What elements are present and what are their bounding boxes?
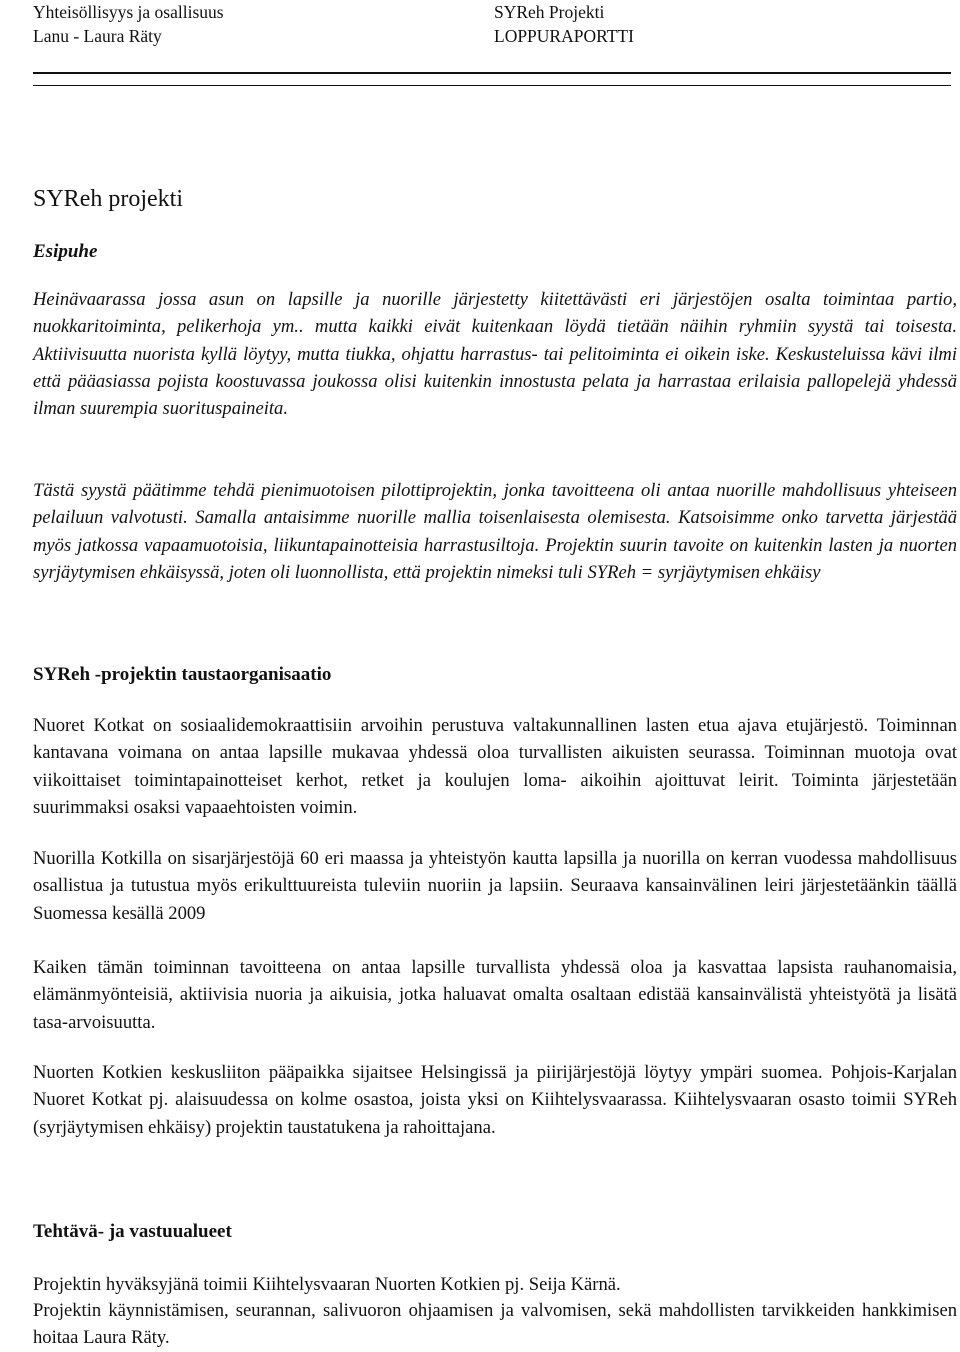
section-heading-taustaorganisaatio: SYReh -projektin taustaorganisaatio bbox=[33, 664, 332, 685]
esipuhe-paragraph-2: Tästä syystä päätimme tehdä pienimuotoisen pilottiprojektin, jonka tavoitteena oli antaa nuorille mahdollisuus yhteiseen pelailuun valvotusti. Samalla antaisimme nuorille mallia toisenlaisesta olemisesta. Katsoisimme onko tarvetta järjestää myös jatkossa vapaamuotoisia, liikuntapainotteisia harrastusiltoja. Projektin suurin tavoite on kuitenkin lasten ja nuorten syrjäytymisen ehkäisyssä, joten oli luonnollista, että projektin nimeksi tuli SYReh = syrjäytymisen ehkäisy bbox=[33, 480, 957, 583]
tausta-paragraph-3: Kaiken tämän toiminnan tavoitteena on antaa lapsille turvallista yhdessä oloa ja kasvattaa lapsista rauhanomaisia, elämänmyönteisiä, aktiivisia nuoria ja aikuisia, jotka haluavat omalta osaltaan edistää kansainvälistä yhteistyötä ja lisätä tasa-arvoisuutta. bbox=[33, 957, 957, 1033]
header-rule-thin bbox=[33, 85, 951, 86]
header-right bbox=[494, 0, 634, 48]
document-title: SYReh projekti bbox=[33, 186, 183, 212]
header-rule-thick bbox=[33, 72, 951, 74]
tausta-paragraph-2: Nuorilla Kotkilla on sisarjärjestöjä 60 eri maassa ja yhteistyön kautta lapsilla ja nuorilla on kerran vuodessa mahdollisuus osallistua ja tutustua myös erikulttuureista tuleviin nuoriin ja lapsiin. Seuraava kansainvälinen leiri järjestetäänkin täällä Suomessa kesällä 2009 bbox=[33, 848, 957, 924]
header-report-type: LOPPURAPORTTI bbox=[494, 26, 634, 46]
header-left bbox=[33, 0, 224, 48]
tausta-paragraph-1: Nuoret Kotkat on sosiaalidemokraattisiin arvoihin perustuva valtakunnallinen lasten etua ajava etujärjestö. Toiminnan kantavana voimana on antaa lapsille mukavaa yhdessä oloa turvallisten aikuisten seurassa. Toiminnan muotoja ovat viikoittaiset toimintapainotteiset kerhot, retket ja koulujen loma- aikoihin ajoittuvat leirit. Toiminta järjestetään suurimmaksi osaksi vapaaehtoisten voimin. bbox=[33, 715, 957, 818]
tehtavat-paragraph-2: Projektin käynnistämisen, seurannan, salivuoron ohjaamisen ja valvomisen, sekä mahdollisten tarvikkeiden hankkimisen hoitaa Laura Räty. bbox=[33, 1300, 957, 1349]
tehtavat-paragraph-1: Projektin hyväksyjänä toimii Kiihtelysvaaran Nuorten Kotkien pj. Seija Kärnä. bbox=[33, 1274, 621, 1295]
section-heading-tehtavat: Tehtävä- ja vastuualueet bbox=[33, 1221, 232, 1242]
header-organization: Yhteisöllisyys ja osallisuus bbox=[33, 2, 224, 22]
tausta-paragraph-4: Nuorten Kotkien keskusliiton pääpaikka sijaitsee Helsingissä ja piirijärjestöjä löytyy ympäri suomea. Pohjois-Karjalan Nuoret Kotkat pj. alaisuudessa on kolme osastoa, joista yksi on Kiihtelysvaarassa. Kiihtelysvaaran osasto toimii SYReh (syrjäytymisen ehkäisy) projektin taustatukena ja rahoittajana. bbox=[33, 1062, 957, 1138]
section-heading-esipuhe: Esipuhe bbox=[33, 241, 98, 262]
header-project: SYReh Projekti bbox=[494, 2, 605, 22]
esipuhe-paragraph-1: Heinävaarassa jossa asun on lapsille ja nuorille järjestetty kiitettävästi eri järjestöjen osalta toimintaa partio, nuokkaritoiminta, pelikerhoja ym.. mutta kaikki eivät kuitenkaan löydä tietään näihin ryhmiin syystä tai toisesta. Aktiivisuutta nuorista kyllä löytyy, mutta tiukka, ohjattu harrastus- tai pelitoiminta ei oikein iske. Keskusteluissa kävi ilmi että pääasiassa pojista koostuvassa joukossa olisi kuitenkin innostusta pelata ja harrastaa erilaisia pallopelejä yhdessä ilman suurempia suorituspaineita. bbox=[33, 289, 957, 420]
header-author: Lanu - Laura Räty bbox=[33, 26, 162, 46]
